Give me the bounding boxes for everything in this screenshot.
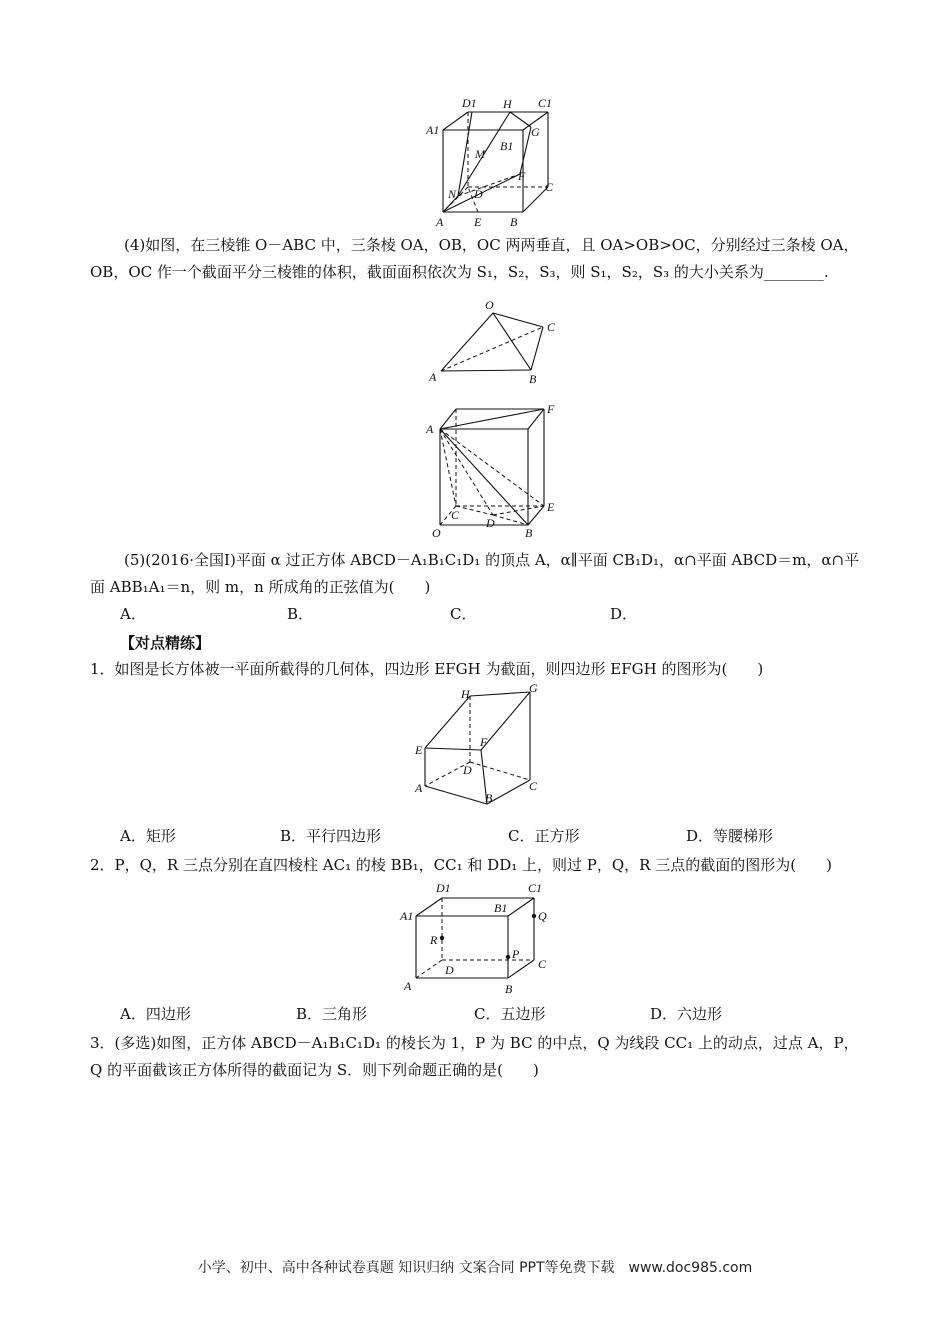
figure-prism-pqr: [398, 878, 563, 996]
figure-truncated-prism: [405, 682, 555, 807]
svg-text:A1: A1: [426, 123, 440, 137]
svg-text:B1: B1: [500, 139, 514, 153]
svg-text:C1: C1: [538, 96, 553, 110]
svg-text:Q: Q: [538, 909, 547, 923]
svg-text:O: O: [432, 526, 441, 540]
svg-text:A: A: [404, 979, 412, 993]
svg-text:D: D: [486, 516, 495, 530]
svg-text:D: D: [474, 187, 483, 201]
question-2-options: [120, 1003, 860, 1027]
svg-text:B: B: [485, 791, 493, 805]
svg-text:N: N: [448, 187, 457, 201]
problem-4-text: (4)如图，在三棱锥 O－ABC 中，三条棱 OA，OB，OC 两两垂直，且 OA>OB>OC，分别经过三条棱 OA，OB，OC 作一个截面平分三棱锥的体积，截面面积依次为 S₁，S₂，S₃，则 S₁，S₂，S₃ 的大小关系为________.: [90, 236, 859, 281]
svg-text:B1: B1: [494, 901, 508, 915]
question-3-text: 3．(多选)如图，正方体 ABCD－A₁B₁C₁D₁ 的棱长为 1，P 为 BC 的中点，Q 为线段 CC₁ 上的动点，过点 A，P，Q 的平面截该正方体所得的截面记为 S．则下列命题正确的是( ): [90, 1034, 859, 1079]
option-d[interactable]: D．六边形: [650, 1005, 723, 1023]
svg-text:B: B: [510, 215, 518, 229]
svg-text:R: R: [430, 933, 438, 947]
question-1-text: 1．如图是长方体被一平面所截得的几何体，四边形 EFGH 为截面，则四边形 EFGH 的图形为( ): [90, 660, 764, 678]
option-d[interactable]: D．等腰梯形: [686, 827, 774, 845]
option-a[interactable]: A．矩形: [120, 827, 176, 845]
svg-text:E: E: [547, 500, 555, 514]
svg-text:F: F: [480, 735, 488, 749]
svg-text:A: A: [436, 215, 444, 229]
svg-text:D: D: [463, 763, 472, 777]
svg-text:A: A: [429, 370, 437, 384]
svg-text:B: B: [525, 526, 533, 540]
option-c[interactable]: C．五边形: [474, 1005, 546, 1023]
option-c[interactable]: C．正方形: [508, 827, 580, 845]
option-c[interactable]: C．: [450, 605, 477, 623]
option-b[interactable]: B．: [287, 605, 314, 623]
svg-text:D: D: [445, 963, 454, 977]
svg-text:D1: D1: [436, 881, 451, 895]
svg-text:C1: C1: [528, 881, 543, 895]
svg-text:G: G: [529, 682, 538, 695]
svg-text:H: H: [503, 97, 512, 111]
svg-text:C: C: [451, 508, 460, 522]
figure-box-tetrahedron: [418, 395, 568, 543]
svg-text:H: H: [461, 687, 470, 701]
option-d[interactable]: D．: [610, 605, 638, 623]
question-2-text: 2．P，Q，R 三点分别在直四棱柱 AC₁ 的棱 BB₁，CC₁ 和 DD₁ 上，则过 P，Q，R 三点的截面的图形为( ): [90, 856, 832, 874]
section-heading: 【对点精练】: [120, 634, 211, 652]
page-footer: 小学、初中、高中各种试卷真题 知识归纳 文案合同 PPT等免费下载 www.doc985.com: [197, 1260, 753, 1276]
problem-5-text: (5)(2016·全国Ⅰ)平面 α 过正方体 ABCD－A₁B₁C₁D₁ 的顶点 A，α∥平面 CB₁D₁，α∩平面 ABCD＝m，α∩平面 ABB₁A₁＝n，则 m，n 所成角的正弦值为( ): [90, 551, 860, 596]
svg-text:D1: D1: [462, 96, 477, 110]
svg-text:B: B: [505, 982, 513, 996]
svg-text:P: P: [512, 947, 520, 961]
question-1-options: [120, 825, 860, 849]
svg-text:C: C: [529, 779, 538, 793]
svg-text:A1: A1: [400, 909, 414, 923]
svg-text:G: G: [531, 125, 540, 139]
problem-5-options: [120, 603, 860, 627]
option-b[interactable]: B．三角形: [296, 1005, 368, 1023]
svg-text:E: E: [474, 215, 482, 229]
figure-tetrahedron: [425, 295, 565, 387]
svg-text:E: E: [415, 743, 423, 757]
svg-text:A: A: [415, 781, 423, 795]
svg-text:F: F: [518, 169, 526, 183]
option-b[interactable]: B．平行四边形: [280, 827, 382, 845]
svg-text:B: B: [529, 372, 537, 386]
svg-text:C: C: [547, 320, 556, 334]
svg-text:A: A: [426, 422, 434, 436]
svg-text:F: F: [547, 402, 555, 416]
svg-text:M: M: [475, 147, 485, 161]
option-a[interactable]: A．: [120, 605, 146, 623]
svg-text:C: C: [538, 957, 547, 971]
svg-text:O: O: [485, 298, 494, 312]
figure-cube-section: [418, 92, 568, 232]
option-a[interactable]: A．四边形: [120, 1005, 191, 1023]
svg-text:C: C: [545, 180, 554, 194]
